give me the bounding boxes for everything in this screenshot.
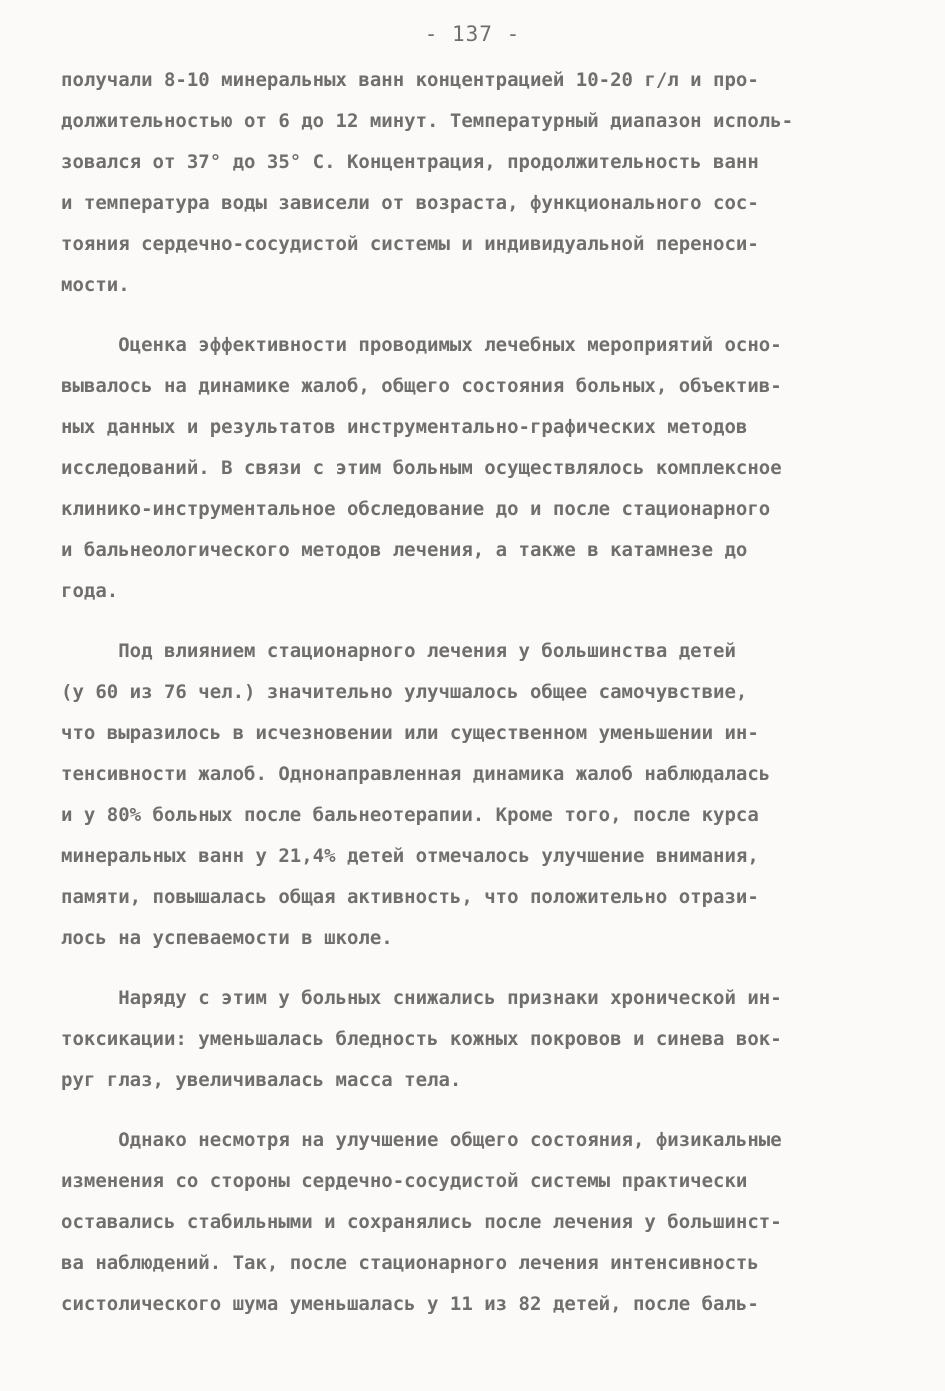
text-line: Наряду с этим у больных снижались признаки хронической ин- [61, 987, 782, 1009]
page-number: - 137 - [424, 22, 521, 46]
text-line: тенсивности жалоб. Однонаправленная динамика жалоб наблюдалась [61, 763, 771, 785]
text-line: что выразилось в исчезновении или существенном уменьшении ин- [61, 722, 759, 744]
body-text [61, 60, 881, 1344]
text-line: оставались стабильными и сохранялись после лечения у большинст- [61, 1211, 782, 1233]
text-line: клинико-инструментальное обследование до и после стационарного [61, 498, 771, 520]
text-line: ных данных и результатов инструментально-графических методов [61, 416, 748, 438]
text-line: зовался от 37° до 35° С. Концентрация, продолжительность ванн [61, 151, 759, 173]
text-line: ва наблюдений. Так, после стационарного лечения интенсивность [61, 1252, 759, 1274]
text-line: мости. [61, 274, 130, 296]
text-line: Оценка эффективности проводимых лечебных мероприятий осно- [61, 334, 782, 356]
text-line: памяти, повышалась общая активность, что положительно отрази- [61, 886, 759, 908]
text-line: руг глаз, увеличивалась масса тела. [61, 1069, 462, 1091]
text-line: года. [61, 580, 119, 602]
text-line: и бальнеологического методов лечения, а также в катамнезе до [61, 539, 748, 561]
text-line: изменения со стороны сердечно-сосудистой системы практически [61, 1170, 748, 1192]
text-line: исследований. В связи с этим больным осуществлялось комплексное [61, 457, 782, 479]
text-line: минеральных ванн у 21,4% детей отмечалось улучшение внимания, [61, 845, 759, 867]
text-line: и у 80% больных после бальнеотерапии. Кроме того, после курса [61, 804, 759, 826]
text-line: и температура воды зависели от возраста, функционального сос- [61, 192, 759, 214]
text-line: Под влиянием стационарного лечения у большинства детей [61, 640, 736, 662]
text-line: тояния сердечно-сосудистой системы и индивидуальной переноси- [61, 233, 759, 255]
text-line: должительностью от 6 до 12 минут. Температурный диапазон исполь- [61, 110, 794, 132]
text-line: получали 8-10 минеральных ванн концентрацией 10-20 г/л и про- [61, 69, 759, 91]
text-line: Однако несмотря на улучшение общего состояния, физикальные [61, 1129, 782, 1151]
text-line: лось на успеваемости в школе. [61, 927, 393, 949]
text-line: токсикации: уменьшалась бледность кожных покровов и синева вок- [61, 1028, 782, 1050]
text-line: вывалось на динамике жалоб, общего состояния больных, объектив- [61, 375, 782, 397]
text-line: систолического шума уменьшалась у 11 из 82 детей, после баль- [61, 1293, 759, 1315]
text-line: (у 60 из 76 чел.) значительно улучшалось общее самочувствие, [61, 681, 748, 703]
